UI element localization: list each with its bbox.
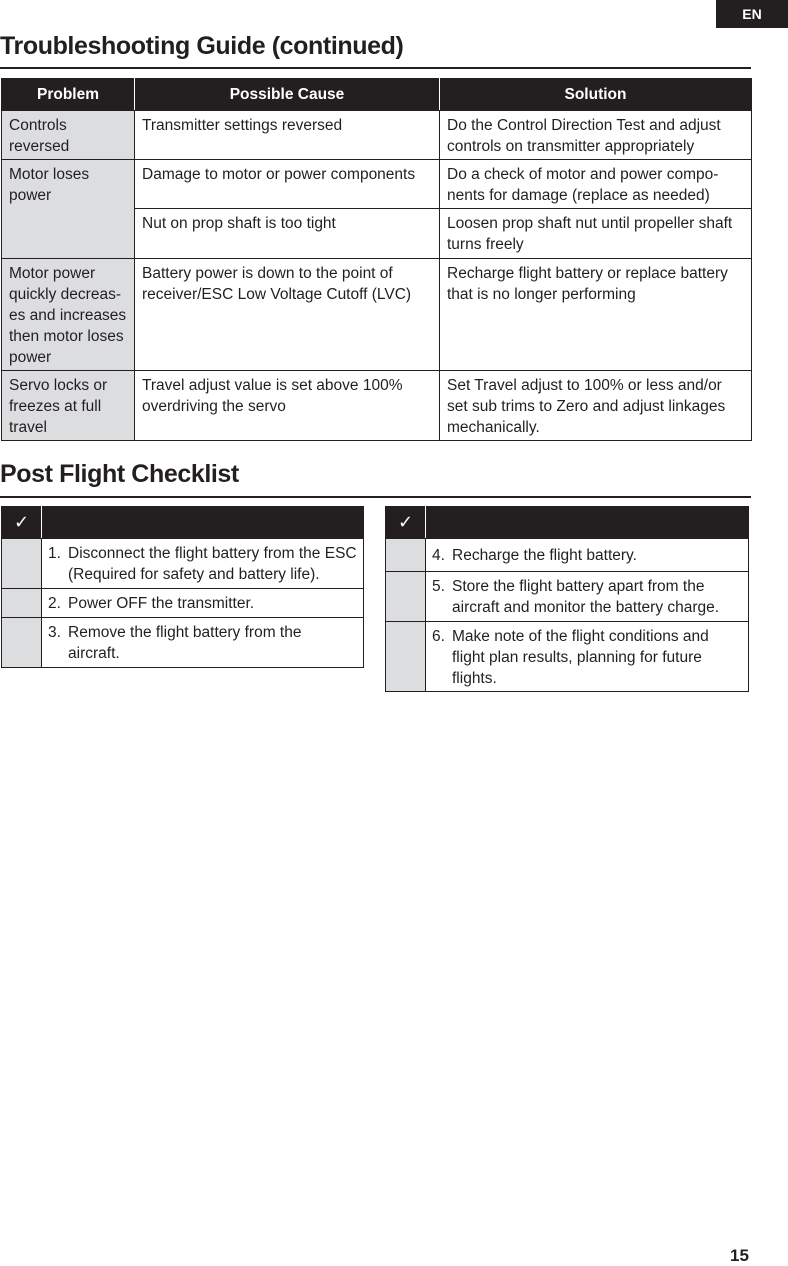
cause-cell: Battery power is down to the point of receiver/ESC Low Voltage Cutoff (LVC) <box>135 259 440 371</box>
solution-cell: Loosen prop shaft nut until propeller shaft turns freely <box>440 209 752 259</box>
item-text: Store the flight battery apart from the aircraft and monitor the battery charge. <box>452 578 720 616</box>
checkbox-cell[interactable] <box>2 589 42 618</box>
solution-cell: Set Travel adjust to 100% or less and/or set sub trims to Zero and adjust linkages mechanically. <box>440 371 752 441</box>
solution-cell: Do a check of motor and power compo-nents for damage (replace as needed) <box>440 160 752 209</box>
item-number: 2. <box>48 595 61 612</box>
checklist-row <box>386 622 749 692</box>
language-tab: EN <box>716 0 788 28</box>
table-row <box>2 259 752 371</box>
item-number: 4. <box>432 547 445 564</box>
check-header-cell <box>2 507 42 539</box>
checklist-item <box>42 618 364 668</box>
title-rule <box>0 67 751 69</box>
checklist-row <box>2 589 364 618</box>
header-problem: Problem <box>2 79 135 111</box>
item-text: Recharge the flight battery. <box>452 547 637 564</box>
item-text: Power OFF the transmitter. <box>68 595 255 612</box>
checklist-item <box>42 589 364 618</box>
checklist-row <box>2 618 364 668</box>
checklist-header-row <box>2 507 364 539</box>
checkbox-cell[interactable] <box>386 622 426 692</box>
problem-cell: Controls reversed <box>2 111 135 160</box>
troubleshooting-title: Troubleshooting Guide (continued) <box>0 32 404 60</box>
problem-cell: Servo locks or freezes at full travel <box>2 371 135 441</box>
checklist-item <box>42 539 364 589</box>
checklist-row <box>386 539 749 572</box>
checkbox-cell[interactable] <box>386 572 426 622</box>
checkmark-icon: ✓ <box>13 511 30 533</box>
header-possible-cause: Possible Cause <box>135 79 440 111</box>
checklist-header-blank <box>426 507 749 539</box>
checklist-header-row <box>386 507 749 539</box>
table-row <box>2 111 752 160</box>
item-number: 1. <box>48 545 61 562</box>
item-number: 3. <box>48 624 61 641</box>
problem-cell: Motor power quickly decreas-es and increases then motor loses power <box>2 259 135 371</box>
solution-cell: Do the Control Direction Test and adjust controls on transmitter appropriately <box>440 111 752 160</box>
post-flight-checklist-title: Post Flight Checklist <box>0 460 239 488</box>
checklist-row <box>2 539 364 589</box>
cause-cell: Nut on prop shaft is too tight <box>135 209 440 259</box>
solution-cell: Recharge flight battery or replace battery that is no longer performing <box>440 259 752 371</box>
table-row <box>2 371 752 441</box>
cause-cell: Transmitter settings reversed <box>135 111 440 160</box>
checklist-header-blank <box>42 507 364 539</box>
checklist-row <box>386 572 749 622</box>
item-number: 6. <box>432 628 445 645</box>
troubleshooting-table <box>1 78 752 441</box>
checklist-title-rule <box>0 496 751 498</box>
cause-cell: Damage to motor or power components <box>135 160 440 209</box>
header-solution: Solution <box>440 79 752 111</box>
checklist-item <box>426 572 749 622</box>
item-number: 5. <box>432 578 445 595</box>
checklist-item <box>426 539 749 572</box>
item-text: Disconnect the flight battery from the ESC (Required for safety and battery life). <box>68 545 357 583</box>
item-text: Remove the flight battery from the aircraft. <box>68 624 302 662</box>
page-number: 15 <box>730 1246 749 1265</box>
item-text: Make note of the flight conditions and flight plan results, planning for future flights. <box>452 628 709 687</box>
checkbox-cell[interactable] <box>386 539 426 572</box>
checklist-left-table <box>1 506 364 668</box>
checklist-right-table <box>385 506 749 692</box>
problem-cell: Motor loses power <box>2 160 135 259</box>
checkmark-icon: ✓ <box>397 511 414 533</box>
checkbox-cell[interactable] <box>2 618 42 668</box>
checkbox-cell[interactable] <box>2 539 42 589</box>
cause-cell: Travel adjust value is set above 100% overdriving the servo <box>135 371 440 441</box>
checklist-item <box>426 622 749 692</box>
table-row <box>2 160 752 209</box>
check-header-cell <box>386 507 426 539</box>
table-header-row <box>2 79 752 111</box>
